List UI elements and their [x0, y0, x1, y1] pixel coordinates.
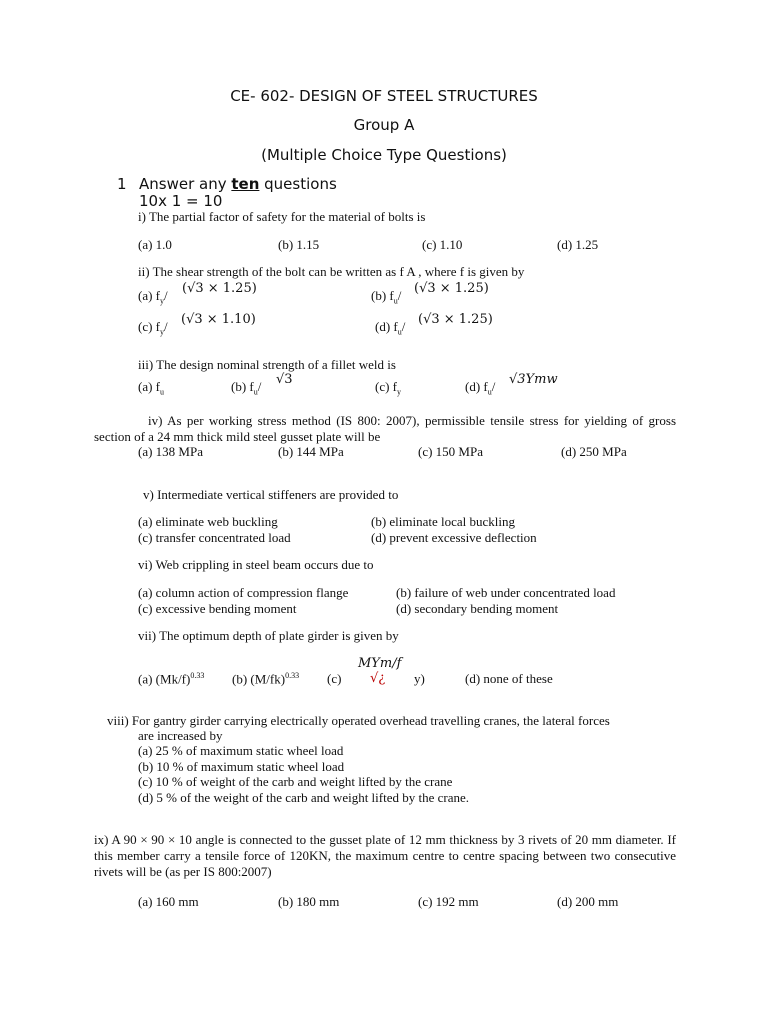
q2-b-expr: (√3 × 1.25)	[414, 281, 489, 296]
q7-b-exp: 0.33	[285, 671, 300, 680]
q6-option-a: (a) column action of compression flange	[138, 585, 349, 600]
q8-option-a: (a) 25 % of maximum static wheel load	[138, 743, 344, 758]
q2-c-expr: (√3 × 1.10)	[181, 312, 256, 327]
q4-option-a: (a) 138 MPa	[138, 444, 203, 459]
q3-c-label: (c) f	[375, 379, 398, 394]
question-7-text: vii) The optimum depth of plate girder is given by	[138, 628, 399, 643]
q3-b-label: (b) f	[231, 379, 254, 394]
q9-option-c: (c) 192 mm	[418, 894, 479, 909]
q1-option-d: (d) 1.25	[557, 237, 599, 252]
q5-option-b: (b) eliminate local buckling	[371, 514, 516, 529]
q2-d-label: (d) f	[375, 319, 398, 334]
q3-option-a: (a) $f_u$	[138, 379, 165, 397]
q2-a-expr: (√3 × 1.25)	[182, 281, 257, 296]
q3-option-b: (b) $f_u/$	[231, 379, 262, 397]
q2-d-expr: (√3 × 1.25)	[418, 312, 493, 327]
q5-option-c: (c) transfer concentrated load	[138, 530, 291, 545]
q9-option-a: (a) 160 mm	[138, 894, 199, 909]
q7-b-text: (b) (M/fk)	[232, 671, 286, 687]
question-1-text: i) The partial factor of safety for the material of bolts is	[138, 209, 426, 224]
q1-option-a: (a) 1.0	[138, 237, 172, 252]
q2-a-label: (a) f	[138, 288, 161, 303]
q3-d-label: (d) f	[465, 379, 488, 394]
q7-a-exp: 0.33	[190, 671, 205, 680]
q7-option-a	[138, 671, 204, 687]
q9-option-b: (b) 180 mm	[278, 894, 340, 909]
group-title: Group A	[353, 116, 415, 134]
q7-a-text: (a) (Mk/f)	[138, 671, 191, 687]
q8-option-d: (d) 5 % of the weight of the carb and weight lifted by the crane.	[138, 790, 470, 805]
instruction-line	[139, 175, 337, 193]
q2-c-label: (c) f	[138, 319, 161, 334]
q7-option-c: (c)	[327, 671, 342, 686]
q1-option-c: (c) 1.10	[422, 237, 463, 252]
q2-b-label: (b) f	[371, 288, 394, 303]
q7-option-d: (d) none of these	[465, 671, 553, 686]
q3-d-expr: √3Ymw	[509, 372, 558, 387]
q4-option-b: (b) 144 MPa	[278, 444, 344, 459]
q3-option-d: (d) $f_u/$	[465, 379, 496, 397]
q2-option-c: (c) $f_y/$	[138, 319, 168, 337]
question-2-text: ii) The shear strength of the bolt can be written as f A , where f is given by	[138, 264, 525, 279]
q7-fraction-top: MYm/f	[358, 656, 402, 671]
q9-option-d: (d) 200 mm	[557, 894, 619, 909]
q6-option-b: (b) failure of web under concentrated load	[396, 585, 616, 600]
section-subtitle: (Multiple Choice Type Questions)	[261, 146, 507, 164]
instruction-text-before: Answer any	[139, 175, 232, 193]
q3-option-c: (c) $f_y$	[375, 379, 402, 397]
q2-option-b: (b) $f_u/$	[371, 288, 402, 306]
question-3-text: iii) The design nominal strength of a fillet weld is	[138, 357, 396, 372]
q8-option-c: (c) 10 % of weight of the carb and weight lifted by the crane	[138, 774, 453, 789]
q2-option-d: (d) $f_u/$	[375, 319, 406, 337]
q7-option-c-tail: y)	[414, 671, 425, 686]
question-6-text: vi) Web crippling in steel beam occurs due to	[138, 557, 374, 572]
q1-option-b: (b) 1.15	[278, 237, 320, 252]
q6-option-d: (d) secondary bending moment	[396, 601, 559, 616]
q7-fraction-bottom: √¿	[370, 671, 386, 686]
course-title: CE- 602- DESIGN OF STEEL STRUCTURES	[230, 87, 538, 105]
q8-option-b: (b) 10 % of maximum static wheel load	[138, 759, 345, 774]
instruction-text-after: questions	[259, 175, 337, 193]
question-4-text: iv) As per working stress method (IS 800: 2007), permissible tensile stress for yielding of gross section of a 24 mm thick mild steel gusset plate will be	[94, 413, 676, 444]
question-8-text-cont: are increased by	[138, 728, 223, 743]
question-number: 1	[117, 175, 127, 193]
q6-option-c: (c) excessive bending moment	[138, 601, 297, 616]
instruction-emphasis: ten	[231, 175, 260, 193]
q5-option-d: (d) prevent excessive deflection	[371, 530, 537, 545]
marks-line: 10x 1 = 10	[139, 192, 223, 210]
question-5-text: v) Intermediate vertical stiffeners are provided to	[143, 487, 399, 502]
q3-a-label: (a) f	[138, 379, 161, 394]
q2-option-a: (a) $f_y/$	[138, 288, 168, 306]
q4-option-d: (d) 250 MPa	[561, 444, 627, 459]
q3-b-expr: √3	[276, 372, 293, 387]
question-9-text: ix) A 90 × 90 × 10 angle is connected to the gusset plate of 12 mm thickness by 3 rivets of 20 mm diameter. If this member carry a tensile force of 120KN, the maximum centre to centre spacing between two consecutive rivets will be (as per IS 800:2007)	[94, 832, 676, 879]
question-8-text: viii) For gantry girder carrying electrically operated overhead travelling cranes, the lateral forces	[107, 713, 610, 728]
q5-option-a: (a) eliminate web buckling	[138, 514, 278, 529]
q4-option-c: (c) 150 MPa	[418, 444, 483, 459]
q7-option-b	[232, 671, 299, 687]
